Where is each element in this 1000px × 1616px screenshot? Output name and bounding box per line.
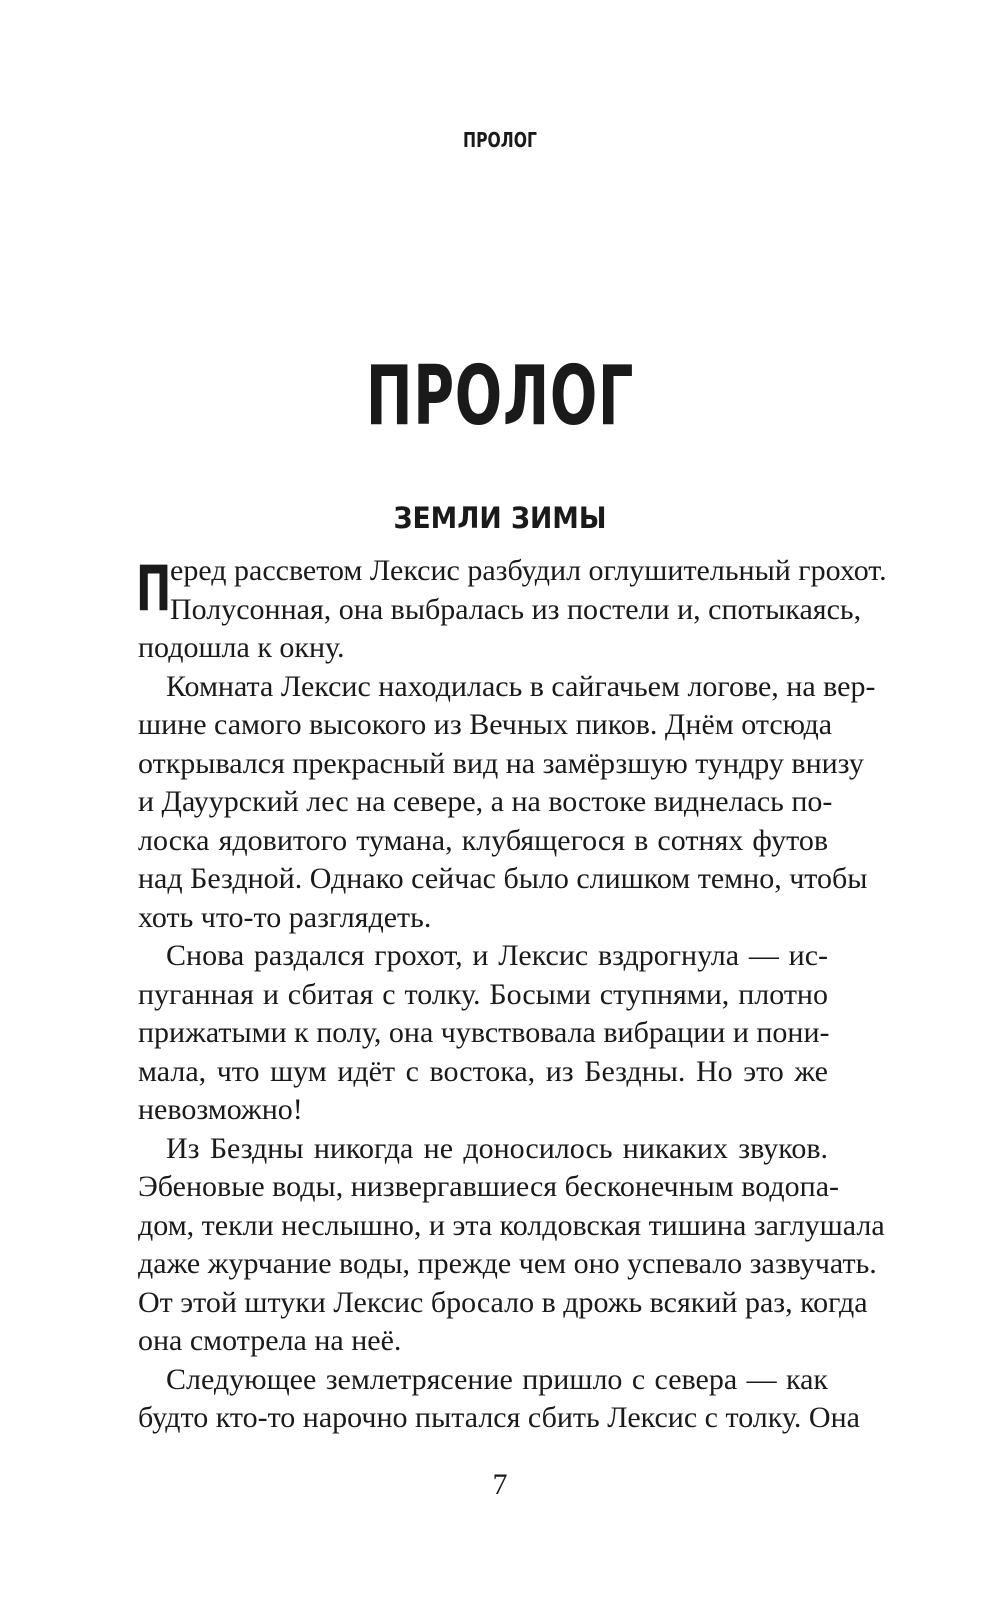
running-head: ПРОЛОГ <box>463 128 537 152</box>
text-line: открывался прекрасный вид на замёрзшую тундру внизу <box>138 746 864 780</box>
text-line: дом, текли неслышно, и эта колдовская тишина заглушала <box>138 1208 885 1242</box>
text-line: Эбеновые воды, низвергавшиеся бесконечным водопа- <box>138 1170 840 1203</box>
body-text <box>136 552 887 1438</box>
text-line: еред рассветом Лексис разбудил оглушительный грохот. <box>170 554 887 587</box>
chapter-title: ПРОЛОГ <box>365 349 635 444</box>
text-line: и Дауурский лес на севере, а на востоке виднелась по- <box>138 785 833 818</box>
text-line: невозможно! <box>138 1093 303 1126</box>
text-line: подошла к окну. <box>138 631 345 664</box>
text-line: Снова раздался грохот, и Лексис вздрогнула — ис- <box>166 939 828 972</box>
text-line: даже журчание воды, прежде чем оно успевало зазвучать. <box>138 1247 877 1280</box>
text-line: Полусонная, она выбралась из постели и, спотыкаясь, <box>170 592 862 626</box>
text-line: пуганная и сбитая с толку. Босыми ступнями, плотно <box>138 977 828 1011</box>
drop-cap: П <box>136 552 172 625</box>
text-line: мала, что шум идёт с востока, из Бездны. Но это же <box>138 1054 828 1088</box>
chapter-subtitle: ЗЕМЛИ ЗИМЫ <box>393 501 607 535</box>
text-line: лоска ядовитого тумана, клубящегося в сотнях футов <box>138 823 828 857</box>
text-line: хоть что-то разглядеть. <box>138 900 432 934</box>
text-line: От этой штуки Лексис бросало в дрожь всякий раз, когда <box>138 1285 868 1319</box>
text-line: прижатыми к полу, она чувствовала вибрации и пони- <box>138 1016 830 1049</box>
text-line: Из Бездны никогда не доносилось никаких звуков. <box>166 1131 828 1165</box>
page-number: 7 <box>492 1468 508 1501</box>
text-line: над Бездной. Однако сейчас было слишком темно, чтобы <box>138 862 868 895</box>
text-line: шине самого высокого из Вечных пиков. Днём отсюда <box>138 708 833 741</box>
text-line: Комната Лексис находилась в сайгачьем логове, на вер- <box>166 669 876 703</box>
text-line: она смотрела на неё. <box>138 1324 402 1357</box>
text-line: Следующее землетрясение пришло с севера — как <box>166 1362 828 1396</box>
text-line: будто кто-то нарочно пытался сбить Лексис с толку. Она <box>138 1401 860 1434</box>
